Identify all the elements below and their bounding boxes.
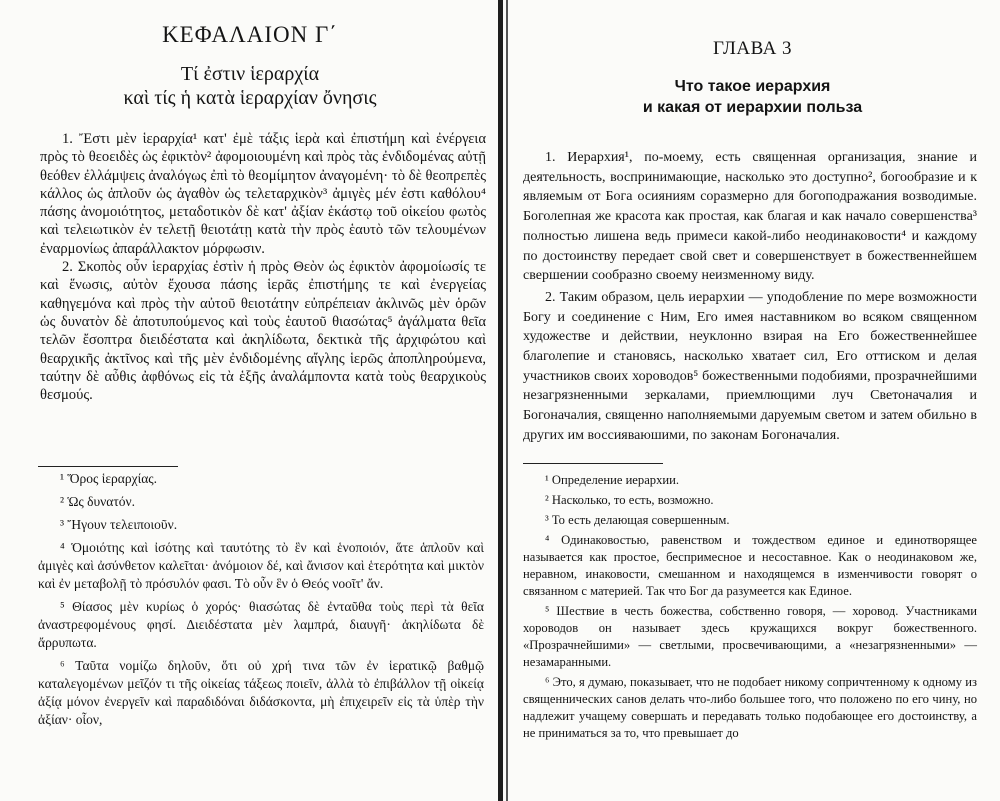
footnote-separator — [523, 463, 663, 464]
footnote-1: ¹ Ὅρος ἱεραρχίας. — [60, 471, 158, 486]
footnote-3: ³ То есть делающая совершенным. — [545, 513, 730, 527]
subtitle-line-2: καὶ τίς ἡ κατὰ ἱεραρχίαν ὄνησις — [123, 87, 377, 109]
footnote-4: ⁴ Одинаковостью, равенством и тождеством единое и единотворящее называется как простое, беспримесное и несоставное. Как о неодинаковом же, неравном, инаковости, смешанном и находящемся в изменчивости говорят о связанном с материей. Так что Бог да разумеется как Единое. — [523, 533, 977, 598]
footnotes-russian — [523, 472, 977, 745]
subtitle-line-2: и какая от иерархии польза — [642, 99, 863, 116]
main-text-greek — [40, 130, 486, 404]
footnotes-greek — [38, 470, 484, 734]
chapter-heading-russian: ГЛАВА 3 — [712, 38, 793, 59]
book-spine-shadow — [498, 0, 503, 801]
chapter-subtitle-russian — [505, 76, 1000, 118]
footnote-5: ⁵ Θίασος μὲν κυρίως ὁ χορός· θιασώτας δὲ ἐνταῦθα τοὺς περὶ τὰ θεῖα ἀναστρεφομένους φησί. Διειδέστατα μὲν λαμπρά, διαυγῆ· ἀκηλίδωτα δὲ ἄρρυπωτα. — [38, 599, 484, 650]
main-text-russian — [523, 148, 977, 446]
footnote-3: ³ Ἤγουν τελειποιοῦν. — [60, 517, 178, 532]
paragraph-2: 2. Таким образом, цель иерархии — уподобление по мере возможности Богу и соединение с Ним, Его имея наставником во всяком священном художестве и действии, неуклонно взирая на Его божественнейшее благолепие и становясь, насколько хватает сил, Его оттиском и делая участников своих хороводов⁵ божественными подобиями, прозрачнейшими незагрязненными зеркалами, приемлющими луч Светоначалия и Богоначалия, священно наполняемыми даруемым светом и затем обильно в других им воссияваюшими, по законам Богоначалия. — [523, 289, 977, 443]
subtitle-line-1: Что такое иерархия — [674, 78, 831, 95]
paragraph-1: 1. Ἔστι μὲν ἱεραρχία¹ κατ' ἐμὲ τάξις ἱερὰ καὶ ἐπιστήμη καὶ ἐνέργεια πρὸς τὸ θεοειδὲς ὡς ἐφικτὸν² ἀφομοιουμένη καὶ πρὸς τὰς ἐνδιδομένας αὐτῇ θεόθεν ἐλλάμψεις ἀναλόγως ἐπὶ τὸ θεομίμητον ἀναγομένη· τὸ δὲ θεοπρεπὲς κάλλος ὡς ἁπλοῦν ὡς ἀγαθὸν ὡς τελεταρχικὸν³ ἀμιγὲς μέν ἐστι καθόλου⁴ πάσης ἀνομοιότητος, μεταδοτικὸν δὲ κατ' ἀξίαν ἑκάστῳ τοῦ οἰκείου φωτὸς καὶ τελειωτικὸν ἐν τελετῇ θειοτάτῃ κατὰ τὴν πρὸς ἑαυτὸ τῶν τελουμένων ἐναρμονίως ἀπαράλλακτον μόρφωσιν. — [40, 131, 486, 257]
footnote-2: ² Ὡς δυνατόν. — [60, 494, 135, 509]
footnote-separator — [38, 466, 178, 467]
footnote-6: ⁶ Ταῦτα νομίζω δηλοῦν, ὅτι οὐ χρή τινα τῶν ἐν ἱερατικῷ βαθμῷ καταλεγομένων μεῖζόν τι τῆς οἰκείας τάξεως ποιεῖν, ἀλλὰ τὸ ἐπιβάλλον τῇ οἰκείᾳ ἀξίᾳ μόνον ἐνεργεῖν καὶ παραδιδόναι διδάσκοντα, μὴ ἐπιχειρεῖν εἰς τὰ ὑπὲρ τὴν ἀξίαν· οἷον, — [38, 658, 484, 727]
paragraph-2: 2. Σκοπὸς οὖν ἱεραρχίας ἐστὶν ἡ πρὸς Θεὸν ὡς ἐφικτὸν ἀφομοίωσίς τε καὶ ἕνωσις, αὐτὸν ἔχουσα πάσης ἱερᾶς ἐπιστήμης τε καὶ ἐνεργείας καθηγεμόνα καὶ πρὸς τὴν αὐτοῦ θειοτάτην εὐπρέπειαν ἀκλινῶς μὲν ὁρῶν ὡς δυνατὸν δὲ ἀποτυπούμενος καὶ τοὺς ἑαυτοῦ θιασώτας⁵ ἀγάλματα θεῖα τελῶν ἔσοπτρα διειδέστατα καὶ ἀκηλίδωτα, δεκτικὰ τῆς ἀρχιφώτου καὶ θεαρχικῆς ἀκτῖνος καὶ τῆς μὲν ἐνδιδομένης αἴγλης ἱερῶς ἀποπληρούμενα, ταύτην δὲ αὖθις ἀφθόνως εἰς τὰ ἑξῆς ἀναλάμποντα κατὰ τοὺς θεαρχικοὺς θεσμούς. — [40, 259, 486, 404]
right-page-russian — [505, 0, 1000, 801]
footnote-5: ⁵ Шествие в честь божества, собственно говоря, — хоровод. Участниками хороводов он называет здесь кружащихся вокруг божественного. «Прозрачнейшими» — светлыми, просвечивающими, а «незагрязненными» — незамаранными. — [523, 604, 977, 669]
footnote-1: ¹ Определение иерархии. — [545, 473, 680, 487]
chapter-heading-greek: ΚΕΦΑΛΑΙΟΝ Γ΄ — [162, 22, 338, 47]
chapter-subtitle-greek — [0, 62, 500, 110]
footnote-6: ⁶ Это, я думаю, показывает, что не подобает никому сопричтенному к одному из священнических санов делать что-либо большее того, что положено по его чину, но надлежит учащему совершать и передавать только подобающее его достоинству, а не приниматься за то, что превышает до — [523, 675, 977, 740]
footnote-2: ² Насколько, то есть, возможно. — [545, 493, 714, 507]
paragraph-1: 1. Иерархия¹, по-моему, есть священная организация, знание и деятельность, воспринимающие, насколько это доступно², богообразие и к являемым от Бога осияниям соразмерно для богоподражания возводимые. Боголепная же красота как простая, как благая и как начало совершенства³ полностью лишена ведь примеси какой-либо неодинаковости⁴ и каждому по достоинству передает свой свет и совершенствует в божественнейшем свершении сообразно своему неизменному виду. — [523, 150, 977, 284]
subtitle-line-1: Τί ἐστιν ἱεραρχία — [180, 63, 320, 85]
footnote-4: ⁴ Ὁμοιότης καὶ ἰσότης καὶ ταυτότης τὸ ἓν καὶ ἑνοποιόν, ἅτε ἁπλοῦν καὶ ἀμιγὲς καὶ ἀσύνθετον καλεῖται· ἀνόμοιον δέ, καὶ ἄνισον καὶ ἑτερότητα καὶ μικτὸν καὶ ἐν μεταβολῇ τὸ πρόσυλόν φασι. Τὸ οὖν ἓν ὁ Θεός νοοῖτ' ἄν. — [38, 540, 484, 591]
